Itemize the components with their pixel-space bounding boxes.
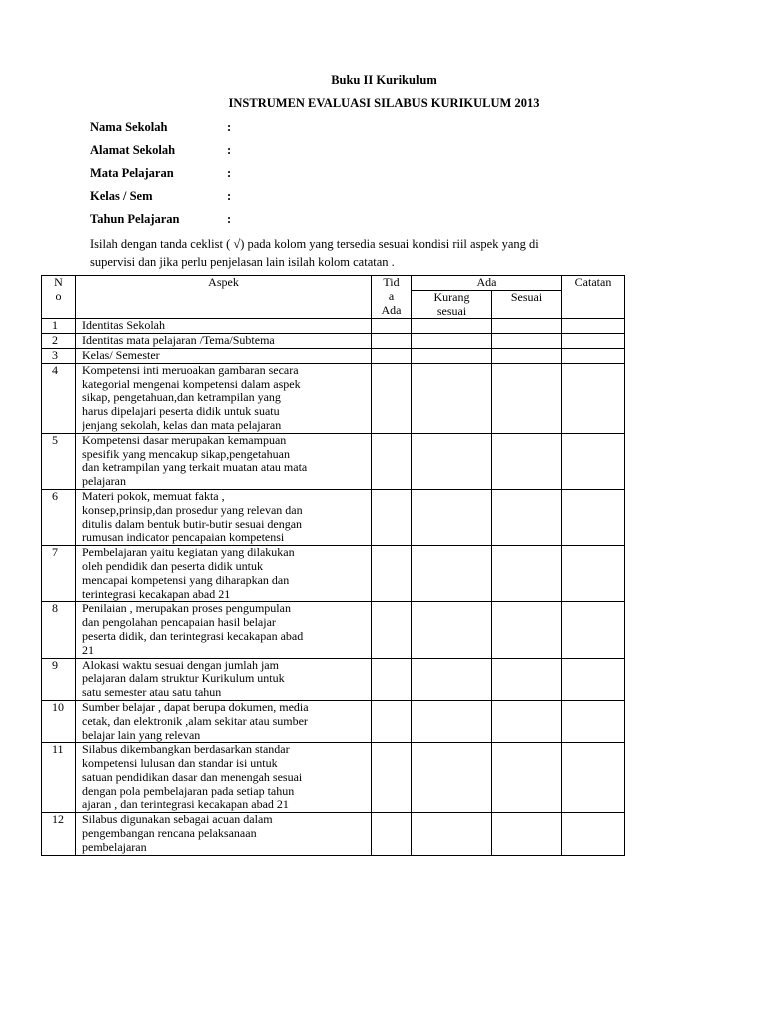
header-no: [42, 276, 76, 319]
cell-kurang-sesuai[interactable]: [412, 602, 492, 658]
aspect-line: Materi pokok, memuat fakta ,: [82, 489, 225, 503]
cell-tidak-ada[interactable]: [372, 348, 412, 363]
cell-sesuai[interactable]: [492, 334, 562, 349]
cell-sesuai[interactable]: [492, 602, 562, 658]
field-label: Mata Pelajaran: [90, 166, 174, 180]
aspect-text: [76, 546, 372, 602]
table-row: [42, 743, 625, 813]
cell-sesuai[interactable]: [492, 813, 562, 855]
header-tidak-ada-line: Ada: [381, 302, 402, 317]
cell-sesuai[interactable]: [492, 433, 562, 489]
aspect-line: kompetensi lulusan dan standar isi untuk: [82, 757, 278, 771]
row-number: 4: [42, 363, 76, 433]
aspect-text: [76, 319, 372, 334]
cell-catatan[interactable]: [562, 319, 625, 334]
cell-sesuai[interactable]: [492, 546, 562, 602]
cell-tidak-ada[interactable]: [372, 334, 412, 349]
aspect-line: dengan pola pembelajaran pada setiap tahun: [82, 784, 295, 798]
header-no-line: N: [54, 275, 63, 289]
table-row: [42, 433, 625, 489]
cell-kurang-sesuai[interactable]: [412, 700, 492, 742]
table-row: [42, 348, 625, 363]
aspect-line: jenjang sekolah, kelas dan mata pelajaran: [82, 418, 282, 432]
aspect-line: kategorial mengenai kompetensi dalam aspek: [82, 377, 301, 391]
cell-tidak-ada[interactable]: [372, 602, 412, 658]
header-tidak-ada-line: Tid: [383, 275, 400, 289]
cell-sesuai[interactable]: [492, 700, 562, 742]
cell-catatan[interactable]: [562, 334, 625, 349]
cell-catatan[interactable]: [562, 433, 625, 489]
aspect-line: cetak, dan elektronik ,alam sekitar atau sumber: [82, 714, 308, 728]
field-colon: :: [227, 120, 232, 134]
cell-tidak-ada[interactable]: [372, 700, 412, 742]
aspect-text: [76, 348, 372, 363]
table-row: [42, 363, 625, 433]
header-tidak-ada-line: a: [388, 288, 395, 303]
aspect-line: dan pengolahan pencapaian hasil belajar: [82, 616, 276, 630]
aspect-line: Kelas/ Semester: [82, 348, 160, 362]
cell-kurang-sesuai[interactable]: [412, 658, 492, 700]
header-sesuai: Sesuai: [492, 290, 562, 319]
field-colon: :: [227, 212, 232, 226]
aspect-line: ditulis dalam bentuk butir-butir sesuai dengan: [82, 517, 303, 531]
row-number: 9: [42, 658, 76, 700]
row-number: 6: [42, 489, 76, 545]
table-row: [42, 546, 625, 602]
cell-tidak-ada[interactable]: [372, 546, 412, 602]
aspect-text: [76, 334, 372, 349]
cell-tidak-ada[interactable]: [372, 363, 412, 433]
aspect-text: [76, 363, 372, 433]
aspect-line: terintegrasi kecakapan abad 21: [82, 587, 231, 601]
aspect-line: dan ketrampilan yang terkait muatan atau mata: [82, 461, 308, 475]
aspect-line: ajaran , dan terintegrasi kecakapan abad 21: [82, 798, 289, 812]
row-number: 7: [42, 546, 76, 602]
cell-catatan[interactable]: [562, 743, 625, 813]
cell-tidak-ada[interactable]: [372, 813, 412, 855]
aspect-line: Kompetensi inti meruoakan gambaran secara: [82, 363, 299, 377]
aspect-line: Penilaian , merupakan proses pengumpulan: [82, 602, 291, 616]
table-row: [42, 334, 625, 349]
cell-catatan[interactable]: [562, 700, 625, 742]
aspect-line: Sumber belajar , dapat berupa dokumen, media: [82, 700, 309, 714]
field-colon: :: [227, 189, 232, 203]
table-row: [42, 658, 625, 700]
aspect-line: konsep,prinsip,dan prosedur yang relevan dan: [82, 503, 303, 517]
row-number: 3: [42, 348, 76, 363]
cell-catatan[interactable]: [562, 602, 625, 658]
header-catatan: Catatan: [562, 276, 625, 319]
cell-tidak-ada[interactable]: [372, 489, 412, 545]
cell-kurang-sesuai[interactable]: [412, 743, 492, 813]
instruction-line: Isilah dengan tanda ceklist ( √) pada kolom yang tersedia sesuai kondisi riil aspek yang di: [90, 237, 539, 251]
aspect-line: Silabus dikembangkan berdasarkan standar: [82, 743, 290, 757]
cell-tidak-ada[interactable]: [372, 658, 412, 700]
aspect-text: [76, 743, 372, 813]
header-aspek: Aspek: [76, 276, 372, 319]
cell-kurang-sesuai[interactable]: [412, 813, 492, 855]
aspect-line: Identitas mata pelajaran /Tema/Subtema: [82, 334, 275, 348]
header-kurang-sesuai-line: sesuai: [436, 303, 467, 318]
row-number: 11: [42, 743, 76, 813]
aspect-text: [76, 813, 372, 855]
aspect-line: 21: [82, 643, 94, 657]
aspect-line: Pembelajaran yaitu kegiatan yang dilakukan: [82, 546, 295, 560]
cell-kurang-sesuai[interactable]: [412, 319, 492, 334]
field-colon: :: [227, 166, 232, 180]
document-subtitle: INSTRUMEN EVALUASI SILABUS KURIKULUM 2013: [228, 96, 540, 110]
instruction-text: [90, 235, 650, 271]
aspect-line: pelajaran dalam struktur Kurikulum untuk: [82, 672, 285, 686]
row-number: 1: [42, 319, 76, 334]
aspect-text: [76, 700, 372, 742]
aspect-line: pelajaran: [82, 475, 126, 489]
cell-catatan[interactable]: [562, 489, 625, 545]
table-body: [42, 319, 625, 855]
table-row: [42, 700, 625, 742]
field-label: Nama Sekolah: [90, 120, 168, 134]
header-tidak-ada: [372, 276, 412, 319]
aspect-line: oleh pendidik dan peserta didik untuk: [82, 559, 263, 573]
cell-sesuai[interactable]: [492, 348, 562, 363]
document-title: Buku II Kurikulum: [331, 73, 437, 87]
field-label: Alamat Sekolah: [90, 143, 176, 157]
cell-sesuai[interactable]: [492, 658, 562, 700]
table-row: [42, 489, 625, 545]
aspect-text: [76, 489, 372, 545]
cell-sesuai[interactable]: [492, 319, 562, 334]
aspect-line: satu semester atau satu tahun: [82, 686, 222, 700]
cell-catatan[interactable]: [562, 813, 625, 855]
cell-sesuai[interactable]: [492, 489, 562, 545]
aspect-line: peserta didik, dan terintegrasi kecakapan abad: [82, 629, 304, 643]
aspect-line: pembelajaran: [82, 840, 147, 854]
cell-sesuai[interactable]: [492, 743, 562, 813]
header-kurang-sesuai-line: Kurang: [433, 289, 470, 304]
cell-kurang-sesuai[interactable]: [412, 433, 492, 489]
header-kurang-sesuai: [412, 290, 492, 319]
table-row: [42, 319, 625, 334]
evaluation-table: [41, 275, 625, 856]
field-label: Tahun Pelajaran: [90, 212, 180, 226]
aspect-line: Alokasi waktu sesuai dengan jumlah jam: [82, 658, 279, 672]
cell-catatan[interactable]: [562, 546, 625, 602]
cell-tidak-ada[interactable]: [372, 319, 412, 334]
header-ada: Ada: [412, 276, 562, 291]
cell-tidak-ada[interactable]: [372, 743, 412, 813]
aspect-text: [76, 433, 372, 489]
aspect-line: belajar lain yang relevan: [82, 728, 201, 742]
row-number: 5: [42, 433, 76, 489]
table-row: [42, 813, 625, 855]
aspect-line: Silabus digunakan sebagai acuan dalam: [82, 813, 273, 827]
row-number: 10: [42, 700, 76, 742]
aspect-line: Kompetensi dasar merupakan kemampuan: [82, 433, 287, 447]
cell-catatan[interactable]: [562, 348, 625, 363]
cell-catatan[interactable]: [562, 363, 625, 433]
aspect-line: spesifik yang mencakup sikap,pengetahuan: [82, 447, 290, 461]
aspect-line: harus dipelajari peserta didik untuk suatu: [82, 405, 280, 419]
table-row: [42, 602, 625, 658]
aspect-line: Identitas Sekolah: [82, 319, 165, 333]
cell-kurang-sesuai[interactable]: [412, 348, 492, 363]
instruction-line: supervisi dan jika perlu penjelasan lain isilah kolom catatan .: [90, 255, 395, 269]
cell-kurang-sesuai[interactable]: [412, 489, 492, 545]
cell-kurang-sesuai[interactable]: [412, 546, 492, 602]
aspect-line: satuan pendidikan dasar dan menengah sesuai: [82, 770, 303, 784]
header-no-line: o: [55, 288, 62, 303]
cell-kurang-sesuai[interactable]: [412, 334, 492, 349]
aspect-line: rumusan indicator pencapaian kompetensi: [82, 531, 285, 545]
cell-catatan[interactable]: [562, 658, 625, 700]
aspect-text: [76, 602, 372, 658]
row-number: 2: [42, 334, 76, 349]
cell-tidak-ada[interactable]: [372, 433, 412, 489]
aspect-text: [76, 658, 372, 700]
cell-kurang-sesuai[interactable]: [412, 363, 492, 433]
aspect-line: mencapai kompetensi yang diharapkan dan: [82, 573, 290, 587]
row-number: 8: [42, 602, 76, 658]
cell-sesuai[interactable]: [492, 363, 562, 433]
aspect-line: pengembangan rencana pelaksanaan: [82, 827, 257, 841]
row-number: 12: [42, 813, 76, 855]
aspect-line: sikap, pengetahuan,dan ketrampilan yang: [82, 391, 281, 405]
field-label: Kelas / Sem: [90, 189, 153, 203]
field-colon: :: [227, 143, 232, 157]
